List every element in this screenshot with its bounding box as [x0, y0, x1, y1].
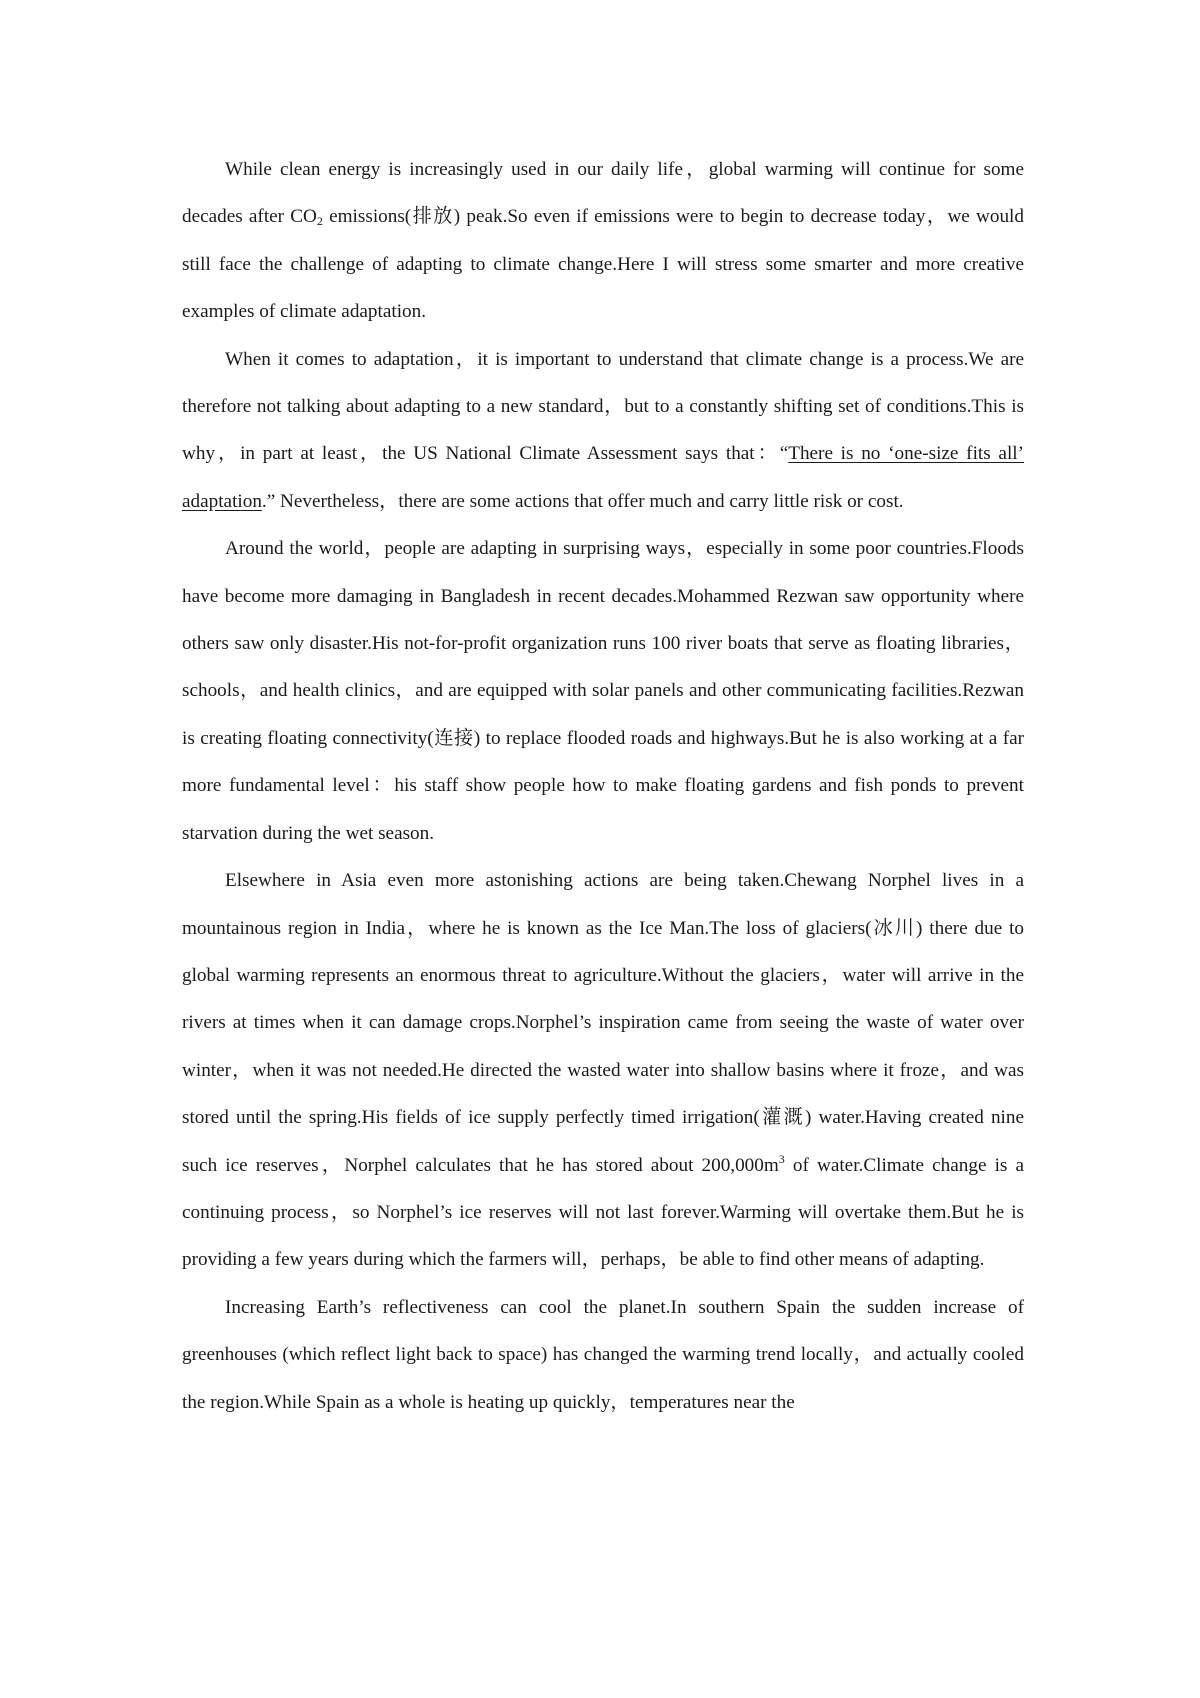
paragraph-reflectiveness [182, 1284, 1024, 1426]
cubic-superscript: 3 [778, 1151, 785, 1166]
underlined-quote: There is no ‘one-size fits all’ adaptation [182, 443, 1024, 512]
paragraph-intro-text-1: While clean energy is increasingly used in our daily life，global warming will continue for some decades after CO [182, 159, 1024, 228]
paragraph-reflectiveness-text: Increasing Earth’s reflectiveness can cool the planet.In southern Spain the sudden increase of greenhouses (which reflect light back to space) has changed the warming trend locally，and actually cooled the region.While Spain as a whole is heating up quickly，temperatures near the [182, 1296, 1024, 1413]
paragraph-ice-man-text-1: Elsewhere in Asia even more astonishing actions are being taken.Chewang Norphel lives in a mountainous region in India，where he is known as the Ice Man.The loss of glaciers(冰川) there due to global warming represents an enormous threat to agriculture.Without the glaciers，water will arrive in the rivers at times when it can damage crops.Norphel’s inspiration came from seeing the waste of water over winter，when it was not needed.He directed the wasted water into shallow basins where it froze，and was stored until the spring.His fields of ice supply perfectly timed irrigation(灌溉) water.Having created nine such ice reserves，Norphel calculates that he has stored about 200,000m [182, 870, 1024, 1176]
paragraph-bangladesh [182, 525, 1024, 857]
paragraph-ice-man-text-2: of water.Climate change is a continuing process，so Norphel’s ice reserves will not last forever.Warming will overtake them.But he is providing a few years during which the farmers will，perhaps，be able to find other means of adapting. [182, 1154, 1024, 1271]
paragraph-adaptation-text-2: .” Nevertheless，there are some actions that offer much and carry little risk or cost. [261, 490, 904, 512]
paragraph-intro-text-2: emissions(排放) peak.So even if emissions were to begin to decrease today，we would still face the challenge of adapting to climate change.Here I will stress some smarter and more creative examples of climate adaptation. [182, 206, 1024, 323]
paragraph-bangladesh-text: Around the world，people are adapting in surprising ways，especially in some poor countries.Floods have become more damaging in Bangladesh in recent decades.Mohammed Rezwan saw opportunity where others saw only disaster.His not-for-profit organization runs 100 river boats that serve as floating libraries，schools，and health clinics，and are equipped with solar panels and other communicating facilities.Rezwan is creating floating connectivity(连接) to replace flooded roads and highways.But he is also working at a far more fundamental level：his staff show people how to make floating gardens and fish ponds to prevent starvation during the wet season. [182, 538, 1024, 844]
co2-subscript: 2 [316, 214, 323, 229]
paragraph-adaptation-process [182, 336, 1024, 526]
paragraph-adaptation-text-1: When it comes to adaptation，it is important to understand that climate change is a process.We are therefore not talking about adapting to a new standard，but to a constantly shifting set of conditions.This is why，in part at least，the US National Climate Assessment says that：“ [182, 348, 1024, 465]
paragraph-intro [182, 146, 1024, 336]
document-page [182, 146, 1024, 1426]
paragraph-ice-man [182, 857, 1024, 1284]
